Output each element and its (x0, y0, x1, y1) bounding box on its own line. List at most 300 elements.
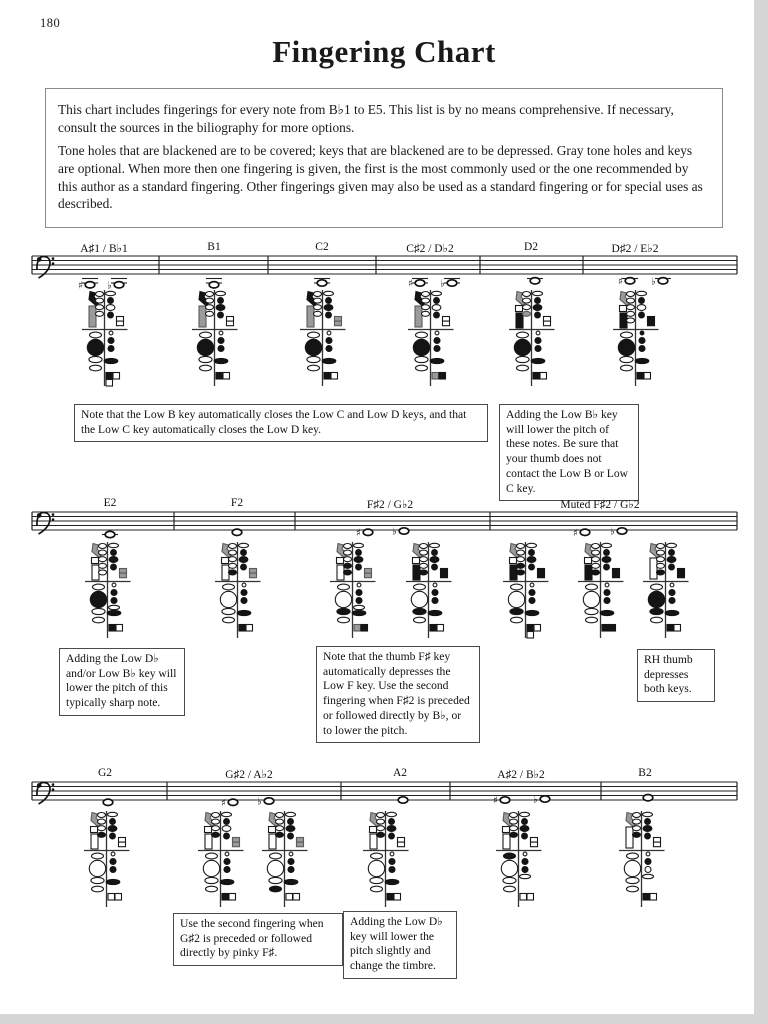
whole-note (232, 529, 242, 535)
left-hand-hole-icon (387, 826, 396, 832)
thumb-square-key-icon (413, 558, 420, 564)
right-hand-hole-icon (108, 346, 114, 352)
right-thumb-hole-icon (90, 591, 106, 607)
right-thumb-hole-icon (223, 584, 235, 590)
right-thumb-hole-icon (308, 365, 320, 371)
right-hand-hole-icon (646, 852, 650, 856)
scan-edge-right (754, 0, 768, 1024)
note-name-label: Muted F♯2 / G♭2 (560, 499, 640, 511)
right-hand-hole-icon (434, 338, 440, 344)
right-hand-hole-icon (432, 590, 438, 596)
fingering-diagram (405, 541, 452, 641)
pinky-key-icon (222, 894, 229, 901)
right-thumb-hole-icon (620, 356, 633, 362)
right-hand-hole-icon (529, 598, 535, 604)
right-thumb-hole-icon (411, 591, 427, 607)
thumb-key-icon (269, 834, 276, 849)
accidental: ♯ (221, 797, 226, 809)
pinky-key-icon (432, 373, 439, 380)
left-hand-hole-icon (639, 312, 645, 318)
intro-paragraph-1: This chart includes fingerings for every note from B♭1 to E5. This list is by no means comprehensive. If necessary, consult the sources in the biliography for more options. (58, 102, 674, 135)
thumb-square-key-icon (92, 558, 99, 564)
fingering-diagram (191, 289, 238, 389)
whole-note (209, 282, 219, 288)
right-thumb-hole-icon (413, 608, 426, 614)
right-thumb-hole-icon (416, 365, 428, 371)
right-hand-hole-icon (669, 598, 675, 604)
accidental: ♯ (493, 795, 498, 807)
side-key-icon (335, 321, 342, 326)
right-thumb-hole-icon (267, 860, 283, 876)
whole-note (114, 282, 124, 288)
right-hand-hole-icon (322, 358, 336, 363)
left-thumb-hole-icon (422, 298, 430, 303)
thumb-key-icon (510, 565, 517, 580)
page-number: 180 (40, 16, 61, 30)
right-hand-hole-icon (224, 859, 230, 865)
thumb-square-key-icon (503, 827, 510, 833)
right-thumb-hole-icon (206, 853, 218, 859)
side-key-icon (365, 569, 372, 574)
left-hand-hole-icon (432, 305, 441, 311)
accidental: ♭ (107, 280, 112, 292)
left-thumb-hole-icon (420, 570, 428, 575)
pinky-key-icon (115, 894, 122, 901)
pinky-key-icon (534, 625, 541, 632)
right-hand-hole-icon (389, 867, 395, 873)
left-thumb-hole-icon (422, 292, 430, 297)
thumb-key-icon (370, 834, 377, 849)
right-thumb-hole-icon (508, 591, 524, 607)
left-thumb-hole-icon (523, 292, 531, 297)
left-hand-hole-icon (108, 812, 118, 816)
side-key-icon (678, 569, 685, 574)
side-key-icon (538, 573, 545, 578)
left-hand-hole-icon (529, 550, 535, 556)
left-hand-hole-icon (239, 543, 249, 547)
accidental: ♭ (392, 526, 397, 538)
thumb-key-icon (585, 565, 592, 580)
fingering-diagram (261, 810, 308, 910)
left-thumb-hole-icon (229, 544, 237, 549)
right-hand-hole-icon (220, 879, 234, 884)
pinky-key-icon (387, 894, 394, 901)
left-thumb-hole-icon (592, 557, 600, 562)
left-thumb-hole-icon (377, 826, 385, 831)
left-thumb-hole-icon (314, 292, 322, 297)
left-thumb-hole-icon (212, 826, 220, 831)
left-hand-hole-icon (222, 812, 232, 816)
right-hand-hole-icon (522, 859, 528, 865)
whole-note (363, 529, 373, 535)
left-thumb-hole-icon (592, 544, 600, 549)
left-hand-hole-icon (288, 819, 294, 825)
left-thumb-hole-icon (229, 550, 237, 555)
left-thumb-hole-icon (212, 832, 220, 837)
left-hand-hole-icon (522, 819, 528, 825)
left-thumb-hole-icon (344, 544, 352, 549)
right-thumb-hole-icon (92, 853, 104, 859)
left-hand-hole-icon (288, 833, 294, 839)
bass-clef-dot-icon (52, 513, 55, 516)
left-thumb-hole-icon (229, 557, 237, 562)
fingering-diagram (612, 289, 659, 389)
left-thumb-hole-icon (657, 570, 665, 575)
side-key-icon (365, 573, 372, 578)
left-thumb-hole-icon (523, 305, 531, 310)
fingering-diagram (508, 289, 555, 389)
left-thumb-hole-icon (98, 832, 106, 837)
right-thumb-hole-icon (414, 617, 426, 623)
whole-note (530, 278, 540, 284)
right-thumb-hole-icon (270, 886, 282, 892)
intro-paragraph-2: Tone holes that are blackened are to be covered; keys that are blackened are to be depressed. Gray tone holes and keys are optional. When more then one fingering is given, the first is the most commonly used or the one recommended by this author as a standard fingering. Other fingerings given may also be used as a standard fingering or for special uses as described. (58, 143, 703, 212)
thumb-key-icon (222, 565, 229, 580)
right-hand-hole-icon (289, 852, 293, 856)
whole-note (228, 799, 238, 805)
pinky-key-icon (527, 625, 534, 632)
left-hand-hole-icon (224, 819, 230, 825)
thumb-key-icon (199, 306, 206, 327)
bass-clef-icon (37, 513, 50, 535)
right-hand-hole-icon (356, 598, 362, 604)
whole-note (264, 798, 274, 804)
whole-note (399, 528, 409, 534)
left-hand-hole-icon (241, 550, 247, 556)
left-thumb-hole-icon (510, 826, 518, 831)
page-title: Fingering Chart (272, 34, 496, 69)
left-thumb-hole-icon (510, 832, 518, 837)
pinky-key-icon (116, 625, 123, 632)
right-hand-hole-icon (434, 346, 440, 352)
right-thumb-hole-icon (337, 608, 350, 614)
left-hand-hole-icon (645, 833, 651, 839)
thumb-key-icon (337, 565, 344, 580)
accidental: ♭ (610, 526, 615, 538)
left-hand-hole-icon (241, 564, 247, 570)
fingering-diagram (214, 541, 261, 641)
annotation-box: Note that the thumb F♯ key automatically depresses the Low F key. Use the second fingering when F♯2 is preceded or followed directly by B♭, or to lower the pitch. (316, 646, 480, 743)
side-key-icon (117, 321, 124, 326)
fingering-diagram (329, 541, 376, 641)
right-thumb-hole-icon (371, 853, 383, 859)
right-hand-hole-icon (241, 590, 247, 596)
pinky-key-icon (540, 373, 547, 380)
left-hand-hole-icon (604, 550, 610, 556)
right-thumb-hole-icon (415, 356, 428, 362)
right-thumb-hole-icon (511, 584, 523, 590)
left-hand-hole-icon (106, 305, 115, 311)
right-thumb-hole-icon (220, 591, 236, 607)
left-thumb-hole-icon (517, 563, 525, 568)
whole-note (85, 282, 95, 288)
right-hand-hole-icon (111, 852, 115, 856)
right-hand-hole-icon (535, 338, 541, 344)
side-key-icon (648, 321, 655, 326)
left-hand-hole-icon (529, 564, 535, 570)
whole-note (625, 278, 635, 284)
right-thumb-hole-icon (200, 332, 212, 338)
whole-note (580, 529, 590, 535)
left-hand-hole-icon (432, 291, 442, 295)
left-thumb-hole-icon (206, 298, 214, 303)
left-thumb-hole-icon (517, 550, 525, 555)
right-hand-hole-icon (288, 867, 294, 873)
right-thumb-hole-icon (206, 886, 218, 892)
right-hand-hole-icon (433, 583, 437, 587)
right-hand-hole-icon (530, 583, 534, 587)
left-thumb-hole-icon (377, 819, 385, 824)
left-thumb-hole-icon (627, 318, 635, 323)
right-thumb-hole-icon (514, 339, 530, 355)
pinky-key-icon (527, 894, 534, 901)
right-hand-hole-icon (639, 338, 645, 344)
side-key-icon (648, 317, 655, 322)
right-hand-hole-icon (242, 583, 246, 587)
right-hand-hole-icon (523, 852, 527, 856)
left-thumb-hole-icon (627, 311, 635, 316)
right-thumb-hole-icon (414, 584, 426, 590)
right-hand-hole-icon (237, 610, 251, 615)
fingering-diagram (407, 289, 454, 389)
right-hand-hole-icon (110, 867, 116, 873)
pinky-key-icon (437, 625, 444, 632)
left-thumb-hole-icon (517, 557, 525, 562)
left-hand-hole-icon (637, 305, 646, 311)
right-hand-hole-icon (635, 358, 649, 363)
pinky-key-icon (246, 625, 253, 632)
left-thumb-hole-icon (627, 292, 635, 297)
thumb-key-icon (307, 306, 314, 327)
right-thumb-hole-icon (89, 860, 105, 876)
right-thumb-hole-icon (92, 608, 105, 614)
pinky-key-icon (354, 625, 361, 632)
right-hand-hole-icon (327, 331, 331, 335)
left-thumb-hole-icon (314, 305, 322, 310)
left-thumb-hole-icon (99, 563, 107, 568)
left-hand-hole-icon (218, 312, 224, 318)
thumb-key-icon (626, 827, 633, 848)
thumb-key-icon (91, 834, 98, 849)
right-hand-hole-icon (645, 867, 651, 873)
side-key-icon (654, 838, 661, 843)
pinky-key-icon (108, 894, 115, 901)
accidental: ♭ (257, 796, 262, 808)
left-hand-hole-icon (533, 291, 543, 295)
right-thumb-hole-icon (413, 339, 429, 355)
fingering-diagram (84, 541, 131, 641)
note-name-label: A♯2 / B♭2 (497, 769, 545, 781)
right-thumb-hole-icon (338, 584, 350, 590)
side-key-icon (227, 321, 234, 326)
right-thumb-hole-icon (308, 332, 320, 338)
fingering-diagram (618, 810, 665, 910)
left-hand-hole-icon (667, 557, 676, 563)
right-thumb-hole-icon (651, 617, 663, 623)
whole-note (105, 531, 115, 537)
note-name-label: B2 (638, 767, 652, 779)
right-thumb-hole-icon (516, 356, 529, 362)
left-hand-hole-icon (216, 291, 226, 295)
side-key-icon (613, 573, 620, 578)
left-hand-hole-icon (639, 298, 645, 304)
left-thumb-hole-icon (276, 813, 284, 818)
thumb-key-icon (516, 313, 523, 328)
side-key-icon (233, 838, 240, 843)
left-hand-hole-icon (108, 298, 114, 304)
bass-clef-dot-icon (52, 788, 55, 791)
right-hand-hole-icon (352, 610, 366, 615)
side-key-icon (441, 569, 448, 574)
left-hand-hole-icon (432, 564, 438, 570)
left-thumb-hole-icon (344, 563, 352, 568)
side-key-icon (398, 838, 405, 843)
note-name-label: C2 (315, 241, 329, 253)
right-thumb-hole-icon (618, 339, 634, 355)
left-thumb-hole-icon (98, 826, 106, 831)
left-thumb-hole-icon (229, 563, 237, 568)
left-hand-hole-icon (643, 812, 653, 816)
right-hand-hole-icon (241, 598, 247, 604)
bass-clef-dot-icon (52, 262, 55, 265)
right-hand-hole-icon (214, 358, 228, 363)
left-hand-hole-icon (218, 298, 224, 304)
pinky-key-icon (520, 894, 527, 901)
right-hand-hole-icon (529, 590, 535, 596)
right-hand-hole-icon (284, 879, 298, 884)
right-hand-hole-icon (389, 859, 395, 865)
right-thumb-hole-icon (89, 356, 102, 362)
right-thumb-hole-icon (621, 365, 633, 371)
fingering-diagram (577, 541, 624, 641)
note-name-label: A♯1 / B♭1 (80, 243, 128, 255)
pinky-key-icon (394, 894, 401, 901)
pinky-key-icon (223, 373, 230, 380)
right-hand-hole-icon (522, 867, 528, 873)
left-thumb-hole-icon (657, 550, 665, 555)
left-thumb-hole-icon (420, 544, 428, 549)
right-thumb-hole-icon (586, 617, 598, 623)
left-thumb-hole-icon (420, 563, 428, 568)
left-thumb-hole-icon (206, 292, 214, 297)
pinky-key-icon (602, 625, 609, 632)
note-name-label: G♯2 / A♭2 (225, 769, 273, 781)
right-hand-hole-icon (112, 583, 116, 587)
annotation-box: Use the second fingering when G♯2 is preceded or followed directly by pinky F♯. (173, 913, 343, 966)
left-thumb-hole-icon (523, 311, 531, 316)
left-thumb-hole-icon (96, 311, 104, 316)
left-thumb-hole-icon (344, 557, 352, 562)
right-thumb-hole-icon (270, 853, 282, 859)
bass-clef-dot-icon (52, 783, 55, 786)
right-thumb-hole-icon (269, 877, 282, 883)
left-thumb-hole-icon (96, 298, 104, 303)
whole-note (617, 528, 627, 534)
left-thumb-hole-icon (517, 544, 525, 549)
left-thumb-hole-icon (657, 563, 665, 568)
pinky-key-icon (650, 894, 657, 901)
left-hand-hole-icon (604, 564, 610, 570)
left-thumb-hole-icon (98, 819, 106, 824)
left-thumb-hole-icon (99, 570, 107, 575)
right-thumb-hole-icon (583, 591, 599, 607)
left-thumb-hole-icon (344, 550, 352, 555)
left-thumb-hole-icon (633, 813, 641, 818)
left-hand-hole-icon (430, 543, 440, 547)
right-hand-hole-icon (604, 598, 610, 604)
left-hand-hole-icon (389, 833, 395, 839)
thumb-square-key-icon (370, 827, 377, 833)
right-thumb-hole-icon (370, 877, 383, 883)
right-thumb-hole-icon (203, 860, 219, 876)
bass-clef-icon (37, 783, 50, 805)
left-hand-hole-icon (354, 543, 364, 547)
right-thumb-hole-icon (371, 886, 383, 892)
note-name-label: G2 (97, 767, 113, 779)
annotation-box: Adding the Low D♭ and/or Low B♭ key will lower the pitch of this typically sharp note. (59, 648, 185, 716)
side-key-icon (531, 838, 538, 843)
left-hand-hole-icon (106, 291, 116, 295)
left-hand-hole-icon (667, 543, 677, 547)
side-key-icon (120, 569, 127, 574)
right-thumb-hole-icon (504, 853, 516, 859)
side-key-icon (297, 842, 304, 847)
thumb-square-key-icon (205, 827, 212, 833)
right-thumb-hole-icon (91, 877, 104, 883)
right-thumb-hole-icon (650, 608, 663, 614)
right-hand-hole-icon (536, 331, 540, 335)
right-hand-hole-icon (665, 610, 679, 615)
right-thumb-hole-icon (510, 608, 523, 614)
right-thumb-hole-icon (621, 332, 633, 338)
side-key-icon (250, 569, 257, 574)
side-key-icon (297, 838, 304, 843)
left-hand-hole-icon (354, 557, 363, 563)
right-hand-hole-icon (356, 590, 362, 596)
pinky-key-icon (533, 373, 540, 380)
right-thumb-hole-icon (197, 339, 213, 355)
right-thumb-hole-icon (200, 365, 212, 371)
intro-box (45, 88, 723, 228)
thumb-square-key-icon (337, 558, 344, 564)
right-hand-hole-icon (224, 867, 230, 873)
side-key-icon (443, 317, 450, 322)
accidental: ♯ (618, 276, 623, 288)
thumb-key-icon (503, 834, 510, 849)
left-thumb-hole-icon (657, 544, 665, 549)
left-hand-hole-icon (224, 833, 230, 839)
right-hand-hole-icon (535, 346, 541, 352)
side-key-icon (531, 842, 538, 847)
left-hand-hole-icon (522, 833, 528, 839)
note-name-label: D♯2 / E♭2 (611, 243, 659, 255)
fingering-diagram (299, 289, 346, 389)
left-hand-hole-icon (326, 312, 332, 318)
accidental: ♭ (651, 276, 656, 288)
left-hand-hole-icon (286, 812, 296, 816)
right-thumb-hole-icon (368, 860, 384, 876)
bass-clef-icon (37, 257, 50, 279)
whole-note (500, 797, 510, 803)
left-thumb-hole-icon (99, 544, 107, 549)
left-hand-hole-icon (520, 826, 529, 832)
pinky-key-icon (109, 625, 116, 632)
pinky-key-icon (293, 894, 300, 901)
fingering-diagram (642, 541, 689, 641)
left-thumb-hole-icon (517, 570, 525, 575)
right-thumb-hole-icon (627, 886, 639, 892)
whole-note (398, 797, 408, 803)
